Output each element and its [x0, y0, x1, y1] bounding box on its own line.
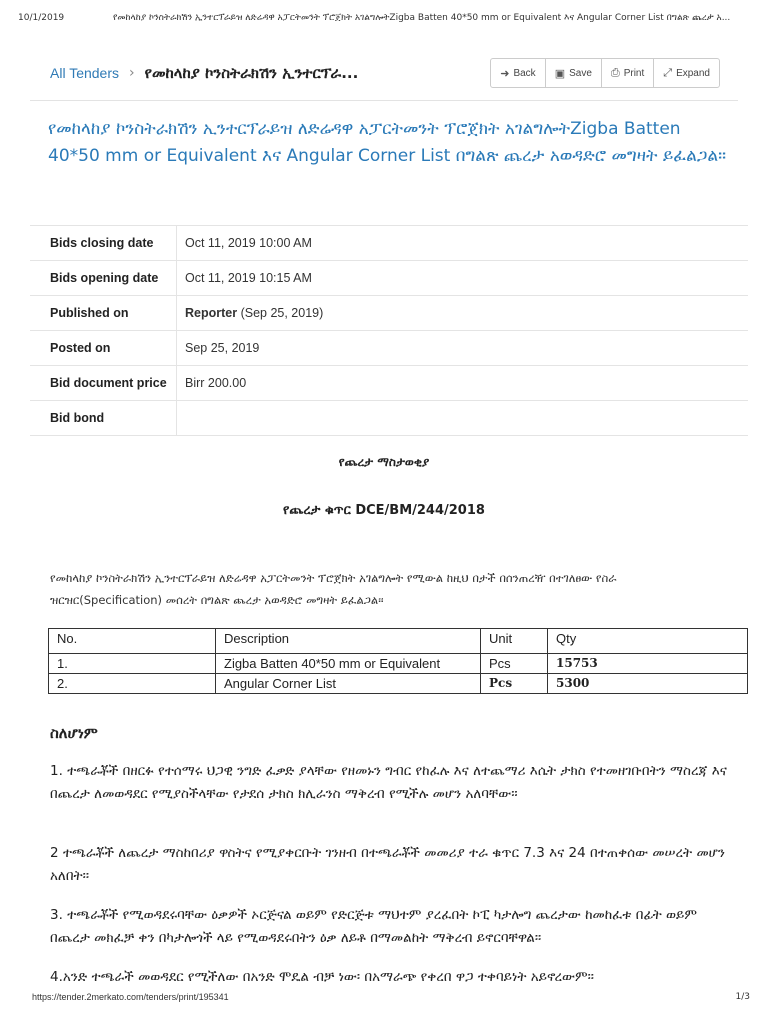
table-row [30, 226, 748, 261]
detail-key: Bid document price [30, 366, 177, 401]
print-button[interactable] [602, 59, 654, 87]
detail-value [177, 296, 749, 331]
condition-4: 4.አንድ ተጫራች መወዳደር የሚችለው በአንድ ሞዴል ብቻ ነው፡ በአማራጭ የቀረበ ዋጋ ተቀባይነት አይኖረውም፡፡ [50, 969, 594, 985]
detail-key: Published on [30, 296, 177, 331]
breadcrumb-all-tenders[interactable]: All Tenders [50, 65, 120, 81]
save-icon: ▣ [554, 67, 566, 80]
toolbar [490, 58, 720, 88]
detail-value: Oct 11, 2019 10:00 AM [177, 226, 749, 261]
top-bar [50, 58, 720, 88]
column-header: Description [216, 629, 481, 654]
table-row [30, 296, 748, 331]
table-row [30, 261, 748, 296]
column-header: Qty [548, 629, 748, 654]
item-description: Zigba Batten 40*50 mm or Equivalent [216, 654, 481, 674]
table-row [49, 674, 748, 694]
publish-date: (Sep 25, 2019) [237, 306, 324, 320]
notice-heading: የጨረታ ማስታወቂያ [338, 455, 430, 469]
item-description: Angular Corner List [216, 674, 481, 694]
table-row [49, 654, 748, 674]
table-header-row [49, 629, 748, 654]
items-table [48, 628, 748, 694]
page-url: https://tender.2merkato.com/tenders/print/195341 [32, 992, 229, 1002]
save-button[interactable] [546, 59, 602, 87]
conditions-heading: ስለሆነም [50, 724, 98, 742]
back-label: Back [513, 67, 536, 79]
item-unit: Pcs [481, 674, 548, 694]
condition-1: 1. ተጫራቾች በዘርፉ የተሰማሩ ህጋዊ ንግድ ፈቃድ ያላቸው የዘመኑን ግብር የከፈሉ እና ለተጨማሪ እሴት ታክስ የተመዘገቡበትን ማስረጃ እና በጨረታ ለመወዳደር የሚያስችላቸው የታደሰ ታክስ ክሊራንስ ማቅረብ የሚችሉ መሆን አለባቸው፡፡ [50, 763, 727, 802]
table-row [30, 401, 748, 436]
arrow-left-icon: ➜ [500, 67, 510, 80]
back-button[interactable] [491, 59, 545, 87]
item-unit: Pcs [481, 654, 548, 674]
column-header: Unit [481, 629, 548, 654]
condition-2: 2 ተጫራቾች ለጨረታ ማስከበሪያ ዋስትና የሚያቀርቡት ገንዘብ በተጫራቾች መመሪያ ተራ ቁጥር 7.3 እና 24 በተጠቀሰው መሠረት መሆን አለበት፡፡ [50, 845, 725, 884]
page-number: 1/3 [735, 992, 750, 1002]
column-header: No. [49, 629, 216, 654]
item-qty: 5300 [548, 674, 748, 694]
tender-reference [0, 503, 768, 518]
breadcrumb-current: የመከላከያ ኮንስትራክሽን ኢንተርፕራ... [144, 64, 359, 82]
notice-intro: የመከላከያ ኮንስትራክሽን ኢንተርፕራይዝ ለድሬዳዋ አፓርትመንት ፕሮጀክት አገልግሎት የሚውል ከዚህ በታች በሰንጠረዥ በተገለፀው የስራ ዝርዝር(Specification) መሰረት በግልጽ ጨረታ አወዳድሮ መግዛት ይፈልጋል፡፡ [50, 571, 617, 607]
item-qty: 15753 [548, 654, 748, 674]
expand-label: Expand [676, 67, 710, 79]
printer-icon: ⎙ [610, 66, 620, 79]
print-footer [32, 992, 750, 1002]
condition-3: 3. ተጫራቾች የሚወዳደሩባቸው ዕቃዎች ኦርጅናል ወይም የድርጅቱ ማህተም ያረፈበት ኮፒ ካታሎግ ጨረታው ከመከፈቱ በፊት ወይም በጨረታ መክፈቻ ቀን በካታሎጎች ላይ የሚወዳደሩበትን ዕቃ ለይቶ በማመልከት ማቅረብ ይኖርባቸዋል፡፡ [50, 907, 697, 946]
item-number: 2. [49, 674, 216, 694]
chevron-right-icon: › [129, 65, 135, 81]
print-date: 10/1/2019 [18, 13, 65, 23]
detail-value: Sep 25, 2019 [177, 331, 749, 366]
expand-button[interactable] [654, 59, 719, 87]
print-header [18, 13, 750, 27]
print-label: Print [623, 67, 645, 79]
item-number: 1. [49, 654, 216, 674]
detail-key: Bids opening date [30, 261, 177, 296]
tender-details-table [30, 225, 748, 436]
detail-value: Birr 200.00 [177, 366, 749, 401]
detail-key: Posted on [30, 331, 177, 366]
table-row [30, 366, 748, 401]
reference-number: DCE/BM/244/2018 [355, 503, 485, 518]
save-label: Save [569, 67, 592, 79]
page-title: የመከላከያ ኮንስትራክሽን ኢንተርፕራይዝ ለድሬዳዋ አፓርትመንት ፕሮጀክት አገልግሎትZigba Batten 40*50 mm or Equivalent እና Angular Corner List በግልጽ ጨረታ አወዳድሮ መግዛት ይፈልጋል። [48, 119, 727, 166]
reference-label: የጨረታ ቁጥር [283, 503, 356, 518]
print-document-title: የመከላከያ ኮንስትራክሽን ኢንተርፕራይዝ ለድሬዳዋ አፓርትመንት ፕሮጀክት አገልግሎትZigba Batten 40*50 mm or Equivalent እና Angular Corner List በግልጽ ጨረታ አ... [113, 13, 731, 23]
detail-value: Oct 11, 2019 10:15 AM [177, 261, 749, 296]
expand-icon: ⤢ [663, 66, 673, 79]
divider [30, 100, 738, 101]
detail-value [177, 401, 749, 436]
detail-key: Bids closing date [30, 226, 177, 261]
publisher-name: Reporter [185, 306, 238, 320]
table-row [30, 331, 748, 366]
detail-key: Bid bond [30, 401, 177, 436]
